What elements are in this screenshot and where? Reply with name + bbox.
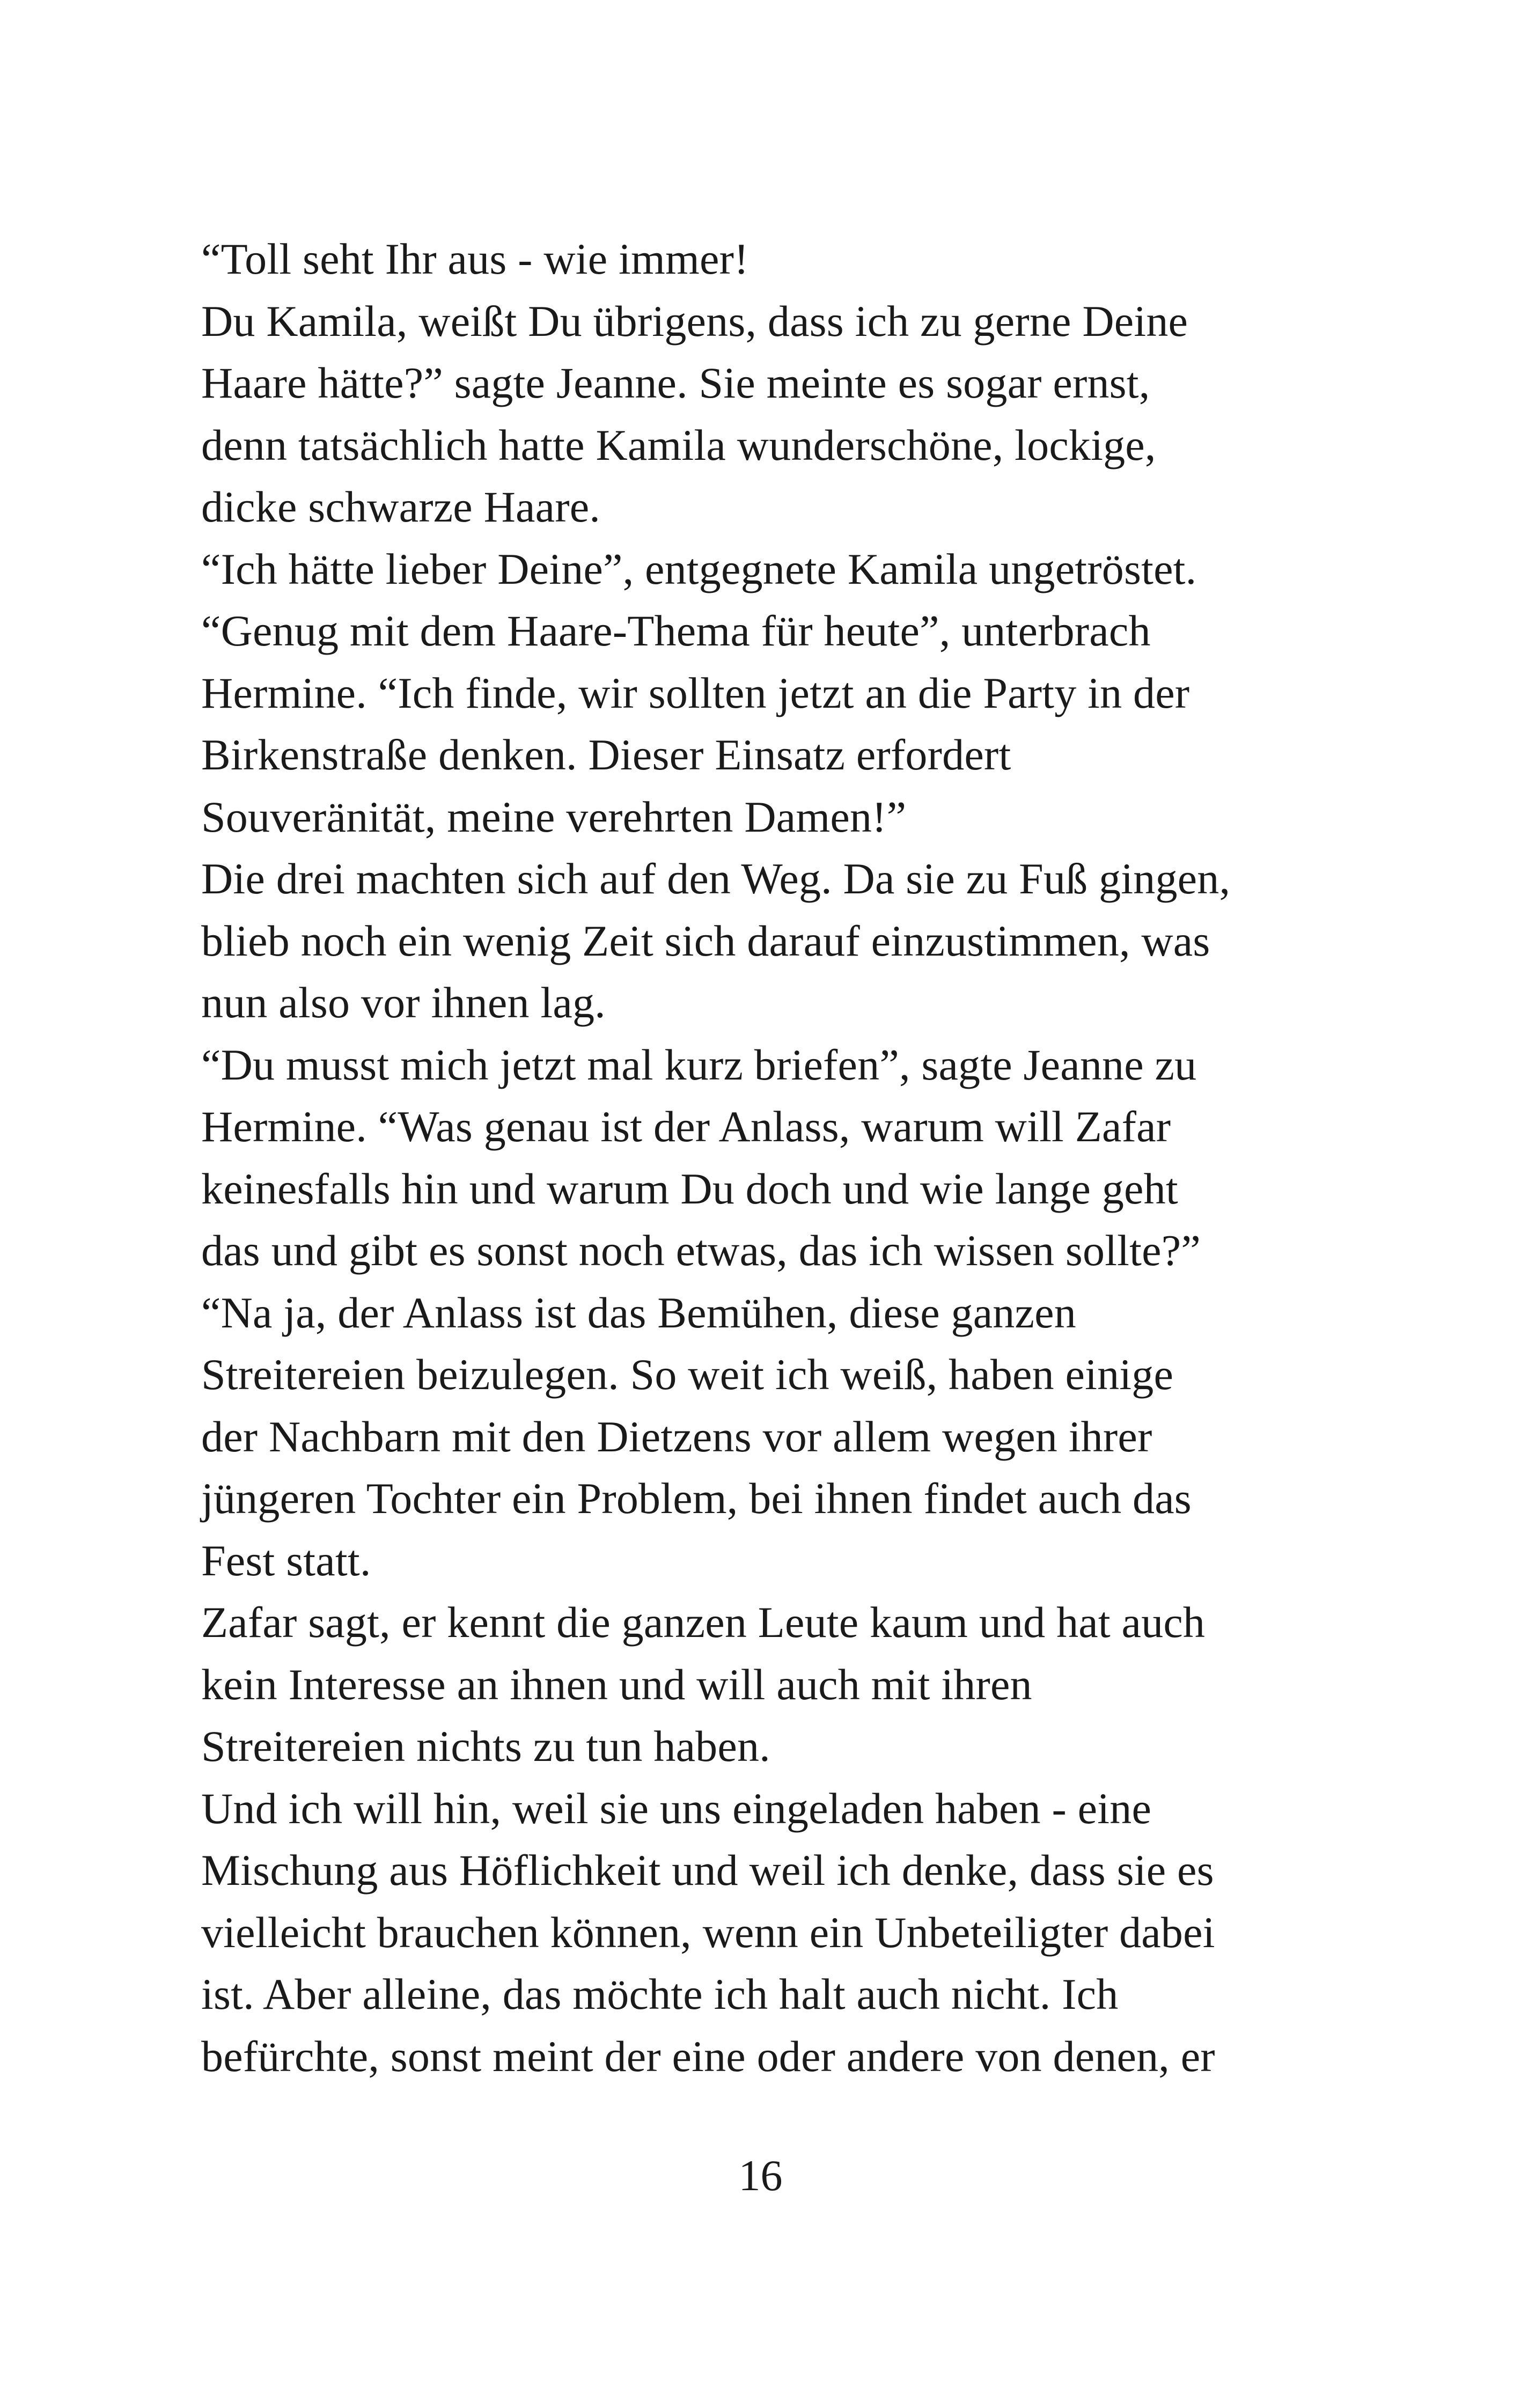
text-line: Streitereien beizulegen. So weit ich weiß, haben einige: [201, 1350, 1174, 1399]
text-line: “Toll seht Ihr aus - wie immer!: [201, 234, 749, 283]
text-line: kein Interesse an ihnen und will auch mit ihren: [201, 1660, 1032, 1709]
text-line: Hermine. “Ich finde, wir sollten jetzt an die Party in der: [201, 668, 1190, 717]
text-line: ist. Aber alleine, das möchte ich halt auch nicht. Ich: [201, 1970, 1119, 2018]
text-line: Und ich will hin, weil sie uns eingeladen haben - eine: [201, 1783, 1152, 1833]
text-line: “Ich hätte lieber Deine”, entgegnete Kamila ungetröstet.: [201, 544, 1197, 593]
text-line: jüngeren Tochter ein Problem, bei ihnen findet auch das: [201, 1474, 1192, 1523]
page-number: 16: [738, 2151, 783, 2200]
text-line: Du Kamila, weißt Du übrigens, dass ich zu gerne Deine: [201, 296, 1188, 346]
text-line: Zafar sagt, er kennt die ganzen Leute kaum und hat auch: [201, 1598, 1206, 1647]
text-line: denn tatsächlich hatte Kamila wunderschöne, lockige,: [201, 420, 1156, 469]
text-line: “Na ja, der Anlass ist das Bemühen, diese ganzen: [201, 1288, 1076, 1337]
text-line: das und gibt es sonst noch etwas, das ich wissen sollte?”: [201, 1226, 1201, 1275]
body-text: [201, 228, 1328, 2087]
text-line: nun also vor ihnen lag.: [201, 978, 606, 1027]
text-line: dicke schwarze Haare.: [201, 482, 601, 531]
text-line: Hermine. “Was genau ist der Anlass, warum will Zafar: [201, 1102, 1171, 1151]
text-line: Die drei machten sich auf den Weg. Da sie zu Fuß gingen,: [201, 854, 1231, 903]
text-line: Fest statt.: [201, 1536, 371, 1585]
text-line: Mischung aus Höflichkeit und weil ich denke, dass sie es: [201, 1846, 1214, 1895]
text-line: keinesfalls hin und warum Du doch und wie lange geht: [201, 1164, 1178, 1213]
text-line: Haare hätte?” sagte Jeanne. Sie meinte es sogar ernst,: [201, 358, 1150, 407]
text-line: blieb noch ein wenig Zeit sich darauf einzustimmen, was: [201, 916, 1210, 965]
text-line: “Genug mit dem Haare-Thema für heute”, unterbrach: [201, 606, 1151, 655]
text-line: “Du musst mich jetzt mal kurz briefen”, sagte Jeanne zu: [201, 1040, 1197, 1089]
text-line: Birkenstraße denken. Dieser Einsatz erfordert: [201, 730, 1011, 779]
text-line: Streitereien nichts zu tun haben.: [201, 1722, 770, 1771]
text-line: Souveränität, meine verehrten Damen!”: [201, 792, 907, 841]
text-line: der Nachbarn mit den Dietzens vor allem wegen ihrer: [201, 1412, 1152, 1461]
text-line: befürchte, sonst meint der eine oder andere von denen, er: [201, 2031, 1215, 2081]
text-line: vielleicht brauchen können, wenn ein Unbeteiligter dabei: [201, 1907, 1215, 1957]
